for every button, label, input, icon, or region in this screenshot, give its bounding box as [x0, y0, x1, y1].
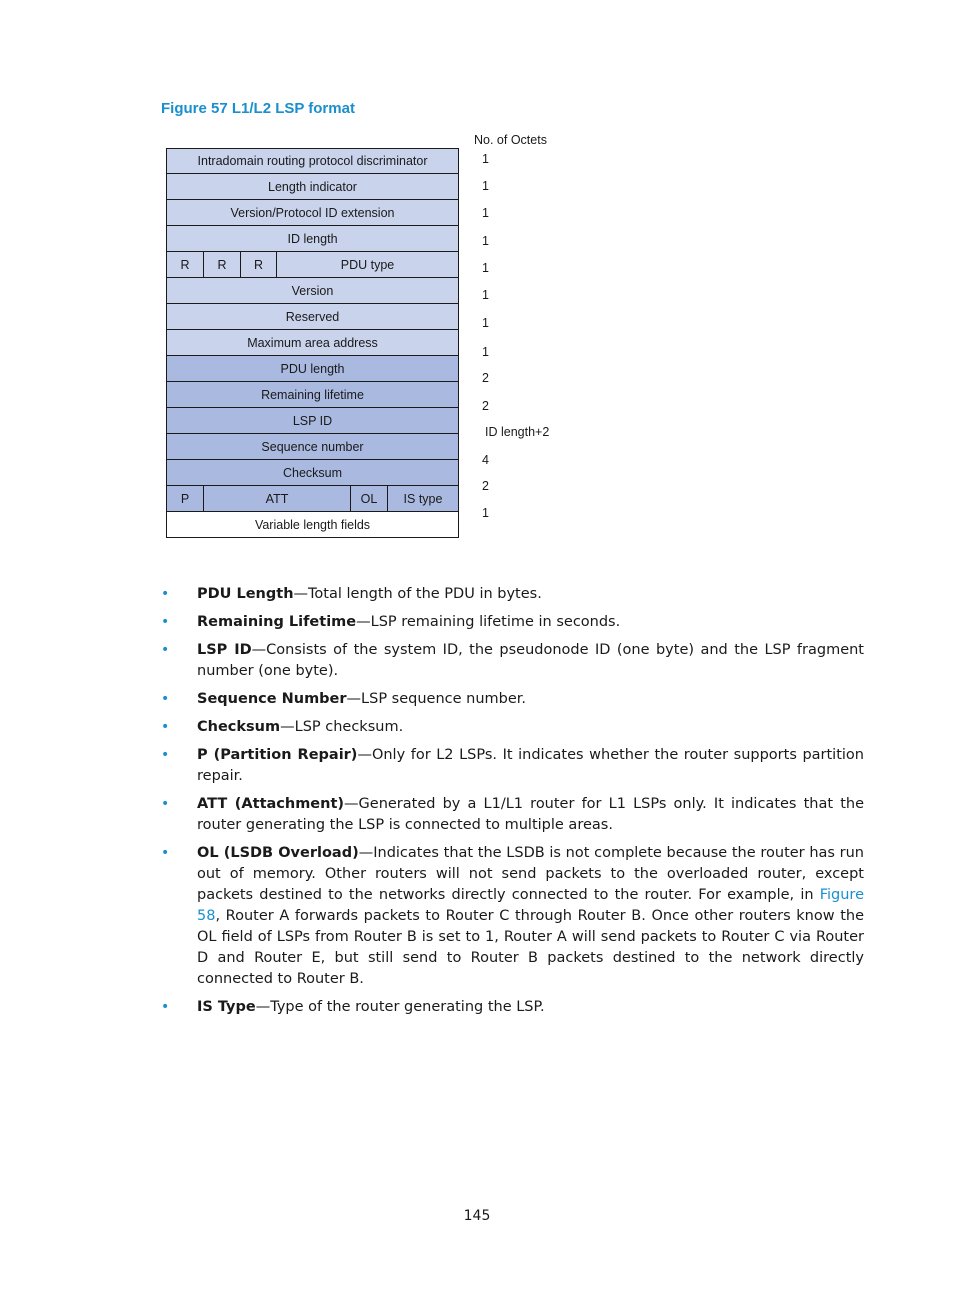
- table-row: [166, 512, 459, 538]
- octet-count: 1: [482, 506, 489, 520]
- octet-count: 4: [482, 453, 489, 467]
- bullet-icon: •: [161, 796, 170, 812]
- octet-count: 2: [482, 371, 489, 385]
- octet-count: ID length+2: [485, 425, 550, 439]
- octet-count: 1: [482, 288, 489, 302]
- bullet-icon: •: [161, 614, 170, 630]
- field-term: PDU Length: [197, 586, 294, 602]
- octet-count: 1: [482, 261, 489, 275]
- bullet-icon: •: [161, 845, 170, 861]
- table-cell: ID length: [287, 231, 338, 246]
- table-row: [166, 382, 459, 408]
- octets-header: No. of Octets: [474, 133, 547, 147]
- table-cell: Version/Protocol ID extension: [230, 205, 395, 220]
- field-term: ATT (Attachment): [197, 796, 345, 812]
- table-cell: Reserved: [285, 309, 340, 324]
- field-term: Remaining Lifetime: [197, 614, 357, 630]
- table-cell: Intradomain routing protocol discriminator: [197, 154, 428, 168]
- field-description-list: [161, 584, 864, 1025]
- field-term: Sequence Number: [197, 691, 347, 707]
- table-cell: Maximum area address: [247, 335, 378, 350]
- field-term: Checksum: [197, 719, 281, 735]
- bullet-icon: •: [161, 999, 170, 1015]
- octet-count: 1: [482, 152, 489, 166]
- table-cell: Length indicator: [268, 179, 357, 194]
- octet-count: 2: [482, 399, 489, 413]
- table-row: [166, 330, 459, 356]
- table-row: [166, 434, 459, 460]
- bullet-icon: •: [161, 642, 170, 658]
- table-row: [166, 226, 459, 252]
- table-cell: R: [203, 252, 240, 277]
- table-cell: ATT: [203, 486, 350, 511]
- octet-count: 1: [482, 206, 489, 220]
- field-term: OL (LSDB Overload): [197, 845, 359, 861]
- table-cell: R: [180, 257, 190, 272]
- table-cell: LSP ID: [292, 413, 333, 428]
- table-cell: Version: [291, 283, 334, 298]
- table-cell: Checksum: [282, 465, 343, 480]
- field-term: LSP ID: [197, 642, 252, 658]
- table-row: [166, 486, 459, 512]
- bullet-icon: •: [161, 691, 170, 707]
- list-item: • ATT (Attachment)—Generated by a L1/L1 router for L1 LSPs only. It indicates that the router generating the LSP is connected to multiple areas.: [161, 796, 865, 833]
- table-row: [166, 460, 459, 486]
- list-item: • PDU Length—Total length of the PDU in bytes.: [161, 584, 864, 605]
- table-row: [166, 304, 459, 330]
- table-row: [166, 408, 459, 434]
- octet-count: 1: [482, 234, 489, 248]
- table-cell: P: [180, 491, 190, 506]
- table-row: [166, 148, 459, 174]
- list-item: • Remaining Lifetime—LSP remaining lifetime in seconds.: [161, 612, 864, 633]
- figure-caption: Figure 57 L1/L2 LSP format: [161, 100, 355, 117]
- list-item: • Checksum—LSP checksum.: [161, 717, 864, 738]
- list-item: • IS Type—Type of the router generating the LSP.: [161, 997, 864, 1018]
- table-row: [166, 200, 459, 226]
- octet-count: 1: [482, 316, 489, 330]
- octet-count: 2: [482, 479, 489, 493]
- page-number: 145: [463, 1208, 491, 1224]
- list-item: • Sequence Number—LSP sequence number.: [161, 689, 864, 710]
- list-item: • P (Partition Repair)—Only for L2 LSPs. It indicates whether the router supports partition repair.: [161, 747, 864, 784]
- bullet-icon: •: [161, 586, 170, 602]
- table-cell: PDU type: [276, 252, 458, 277]
- list-item: • LSP ID—Consists of the system ID, the pseudonode ID (one byte) and the LSP fragment number (one byte).: [161, 642, 864, 679]
- list-item: • OL (LSDB Overload)—Indicates that the LSDB is not complete because the router has run out of memory. Other routers will not send packets to the overloaded router, except packets destined to the networks directly connected to the router. For example, in Figure 58, Router A forwards packets to Router C through Router B. Once other routers know the OL field of LSPs from Router B is set to 1, Router A will send packets to Router C via Router D and Router E, but still send to Router B packets destined to the network directly connected to Router B.: [161, 845, 864, 987]
- bullet-icon: •: [161, 747, 170, 763]
- octet-count: 1: [482, 179, 489, 193]
- lsp-format-table: [166, 148, 459, 538]
- table-row: [166, 252, 459, 278]
- table-cell: OL: [350, 486, 387, 511]
- table-cell: PDU length: [280, 361, 345, 376]
- table-row: [166, 174, 459, 200]
- octet-count: 1: [482, 345, 489, 359]
- table-cell: Sequence number: [261, 439, 364, 454]
- table-cell: R: [240, 252, 276, 277]
- table-row: [166, 356, 459, 382]
- table-cell: Variable length fields: [254, 517, 371, 532]
- figure-link[interactable]: Figure 58: [197, 887, 864, 924]
- table-cell: IS type: [387, 486, 458, 511]
- field-term: IS Type: [197, 999, 256, 1015]
- table-row: [166, 278, 459, 304]
- field-term: P (Partition Repair): [197, 747, 358, 763]
- bullet-icon: •: [161, 719, 170, 735]
- table-cell: Remaining lifetime: [261, 387, 364, 402]
